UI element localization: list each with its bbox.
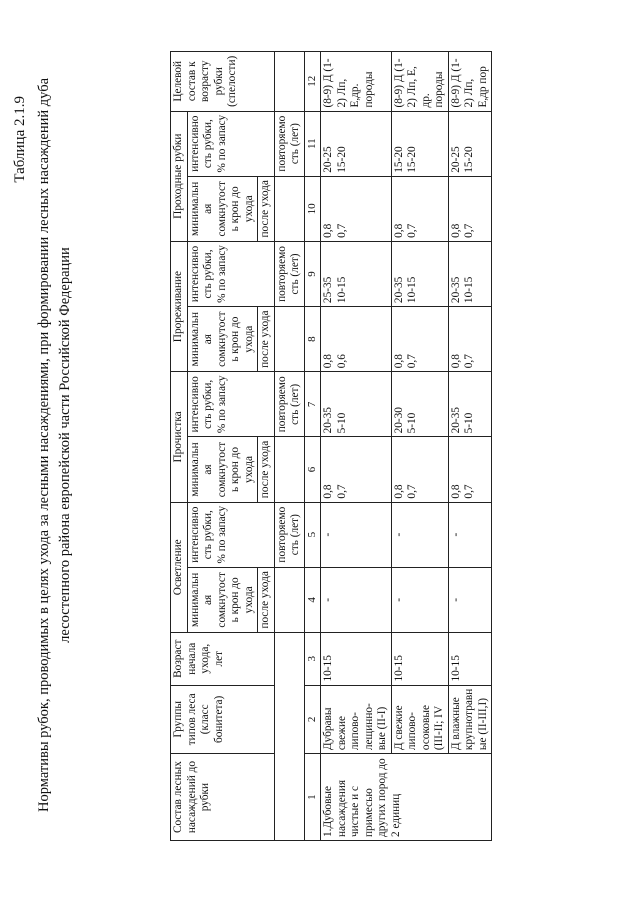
start-age-cell: 10-15 xyxy=(448,632,492,685)
osv-int-cell: - xyxy=(448,502,492,567)
header-intensity: интенсивность рубки, % по запасу xyxy=(187,502,274,567)
column-number: 1 xyxy=(304,754,321,841)
header-after-care: после ухода xyxy=(258,567,275,632)
pro-min-cell: 0,8 0,7 xyxy=(448,437,492,502)
osv-min-cell: - xyxy=(321,567,392,632)
target-cell: (8-9) Д (1-2) Лп, Е,др. породы xyxy=(321,52,392,112)
header-forest-types: Группы типов леса (класс бонитета) xyxy=(171,685,275,754)
pro-int-cell: 20-35 5-10 xyxy=(448,372,492,437)
header-intensity: интенсивность рубки, % по запасу xyxy=(187,372,274,437)
header-target: Целевой состав к возрасту рубки (спелости) xyxy=(171,52,275,112)
forest-type-cell: Дубравы свежие липово-лещинно-вые (II-I) xyxy=(321,685,392,754)
table-row xyxy=(448,52,492,841)
prz-int-cell: 20-35 10-15 xyxy=(448,241,492,306)
target-cell: (8-9) Д (1-2) Лп, Е, др. породы xyxy=(391,52,448,112)
header-repeat: повторяемость (лет) xyxy=(274,111,304,176)
column-number: 10 xyxy=(304,176,321,241)
header-min-density: минимальная сомкнутость крон до ухода xyxy=(187,176,258,241)
column-number: 11 xyxy=(304,111,321,176)
header-row-1 xyxy=(171,52,188,841)
osv-min-cell: - xyxy=(391,567,448,632)
composition-cell: 1.Дубовые насаждения чистые и с примесью других пород до 2 единиц xyxy=(321,754,492,841)
header-prochistka: Прочистка xyxy=(171,372,188,502)
prh-min-cell: 0,8 0,7 xyxy=(321,176,392,241)
header-prorezhivanie: Прореживание xyxy=(171,241,188,371)
start-age-cell: 10-15 xyxy=(391,632,448,685)
column-number: 7 xyxy=(304,372,321,437)
prh-min-cell: 0,8 0,7 xyxy=(391,176,448,241)
table-label: Таблица 2.1.9 xyxy=(12,96,28,183)
table-title xyxy=(34,45,76,845)
pro-min-cell: 0,8 0,7 xyxy=(321,437,392,502)
header-repeat: повторяемость (лет) xyxy=(274,372,304,437)
header-min-density: минимальная сомкнутость крон до ухода xyxy=(187,307,258,372)
forest-type-cell: Д свежие липово-осоковые (III-II; IV xyxy=(391,685,448,754)
target-cell: (8-9) Д (1-2) Лп, Е,др пор xyxy=(448,52,492,112)
title-line-1: Нормативы рубок, проводимых в целях ухода за лесными насаждениями, при формировании лесных насаждений дуба xyxy=(36,77,52,813)
prh-min-cell: 0,8 0,7 xyxy=(448,176,492,241)
header-intensity: интенсивность рубки, % по запасу xyxy=(187,111,274,176)
header-start-age: Возраст начала ухода, лет xyxy=(171,632,275,685)
forest-type-cell: Д влажные крупнотравные (II-III,I) xyxy=(448,685,492,754)
header-osvetlenie: Осветление xyxy=(171,502,188,632)
pro-min-cell: 0,8 0,7 xyxy=(391,437,448,502)
table-row xyxy=(391,52,448,841)
header-row-4 xyxy=(274,52,304,841)
title-line-2: лесостепного района европейской части Российской Федерации xyxy=(57,247,73,643)
osv-min-cell: - xyxy=(448,567,492,632)
column-number: 8 xyxy=(304,307,321,372)
header-min-density: минимальная сомкнутость крон до ухода xyxy=(187,567,258,632)
header-after-care: после ухода xyxy=(258,307,275,372)
table-row xyxy=(321,52,392,841)
prz-int-cell: 20-35 10-15 xyxy=(391,241,448,306)
osv-int-cell: - xyxy=(391,502,448,567)
prh-int-cell: 20-25 15-20 xyxy=(448,111,492,176)
prz-min-cell: 0,8 0,7 xyxy=(391,307,448,372)
header-after-care: после ухода xyxy=(258,437,275,502)
pro-int-cell: 20-30 5-10 xyxy=(391,372,448,437)
norms-table xyxy=(170,51,492,841)
prh-int-cell: 20-25 15-20 xyxy=(321,111,392,176)
prh-int-cell: 15-20 15-20 xyxy=(391,111,448,176)
start-age-cell: 10-15 xyxy=(321,632,392,685)
column-number: 9 xyxy=(304,241,321,306)
osv-int-cell: - xyxy=(321,502,392,567)
pro-int-cell: 20-35 5-10 xyxy=(321,372,392,437)
header-repeat: повторяемость (лет) xyxy=(274,502,304,567)
prz-int-cell: 25-35 10-15 xyxy=(321,241,392,306)
column-number: 3 xyxy=(304,632,321,685)
header-prohodnye: Проходные рубки xyxy=(171,111,188,241)
header-after-care: после ухода xyxy=(258,176,275,241)
column-number: 12 xyxy=(304,52,321,112)
column-number: 4 xyxy=(304,567,321,632)
prz-min-cell: 0,8 0,6 xyxy=(321,307,392,372)
header-repeat: повторяемость (лет) xyxy=(274,241,304,306)
header-intensity: интенсивность рубки, % по запасу xyxy=(187,241,274,306)
column-number-row xyxy=(304,52,321,841)
column-number: 6 xyxy=(304,437,321,502)
column-number: 2 xyxy=(304,685,321,754)
prz-min-cell: 0,8 0,7 xyxy=(448,307,492,372)
header-composition: Состав лесных насаждений до рубки xyxy=(171,754,275,841)
header-min-density: минимальная сомкнутость крон до ухода xyxy=(187,437,258,502)
column-number: 5 xyxy=(304,502,321,567)
